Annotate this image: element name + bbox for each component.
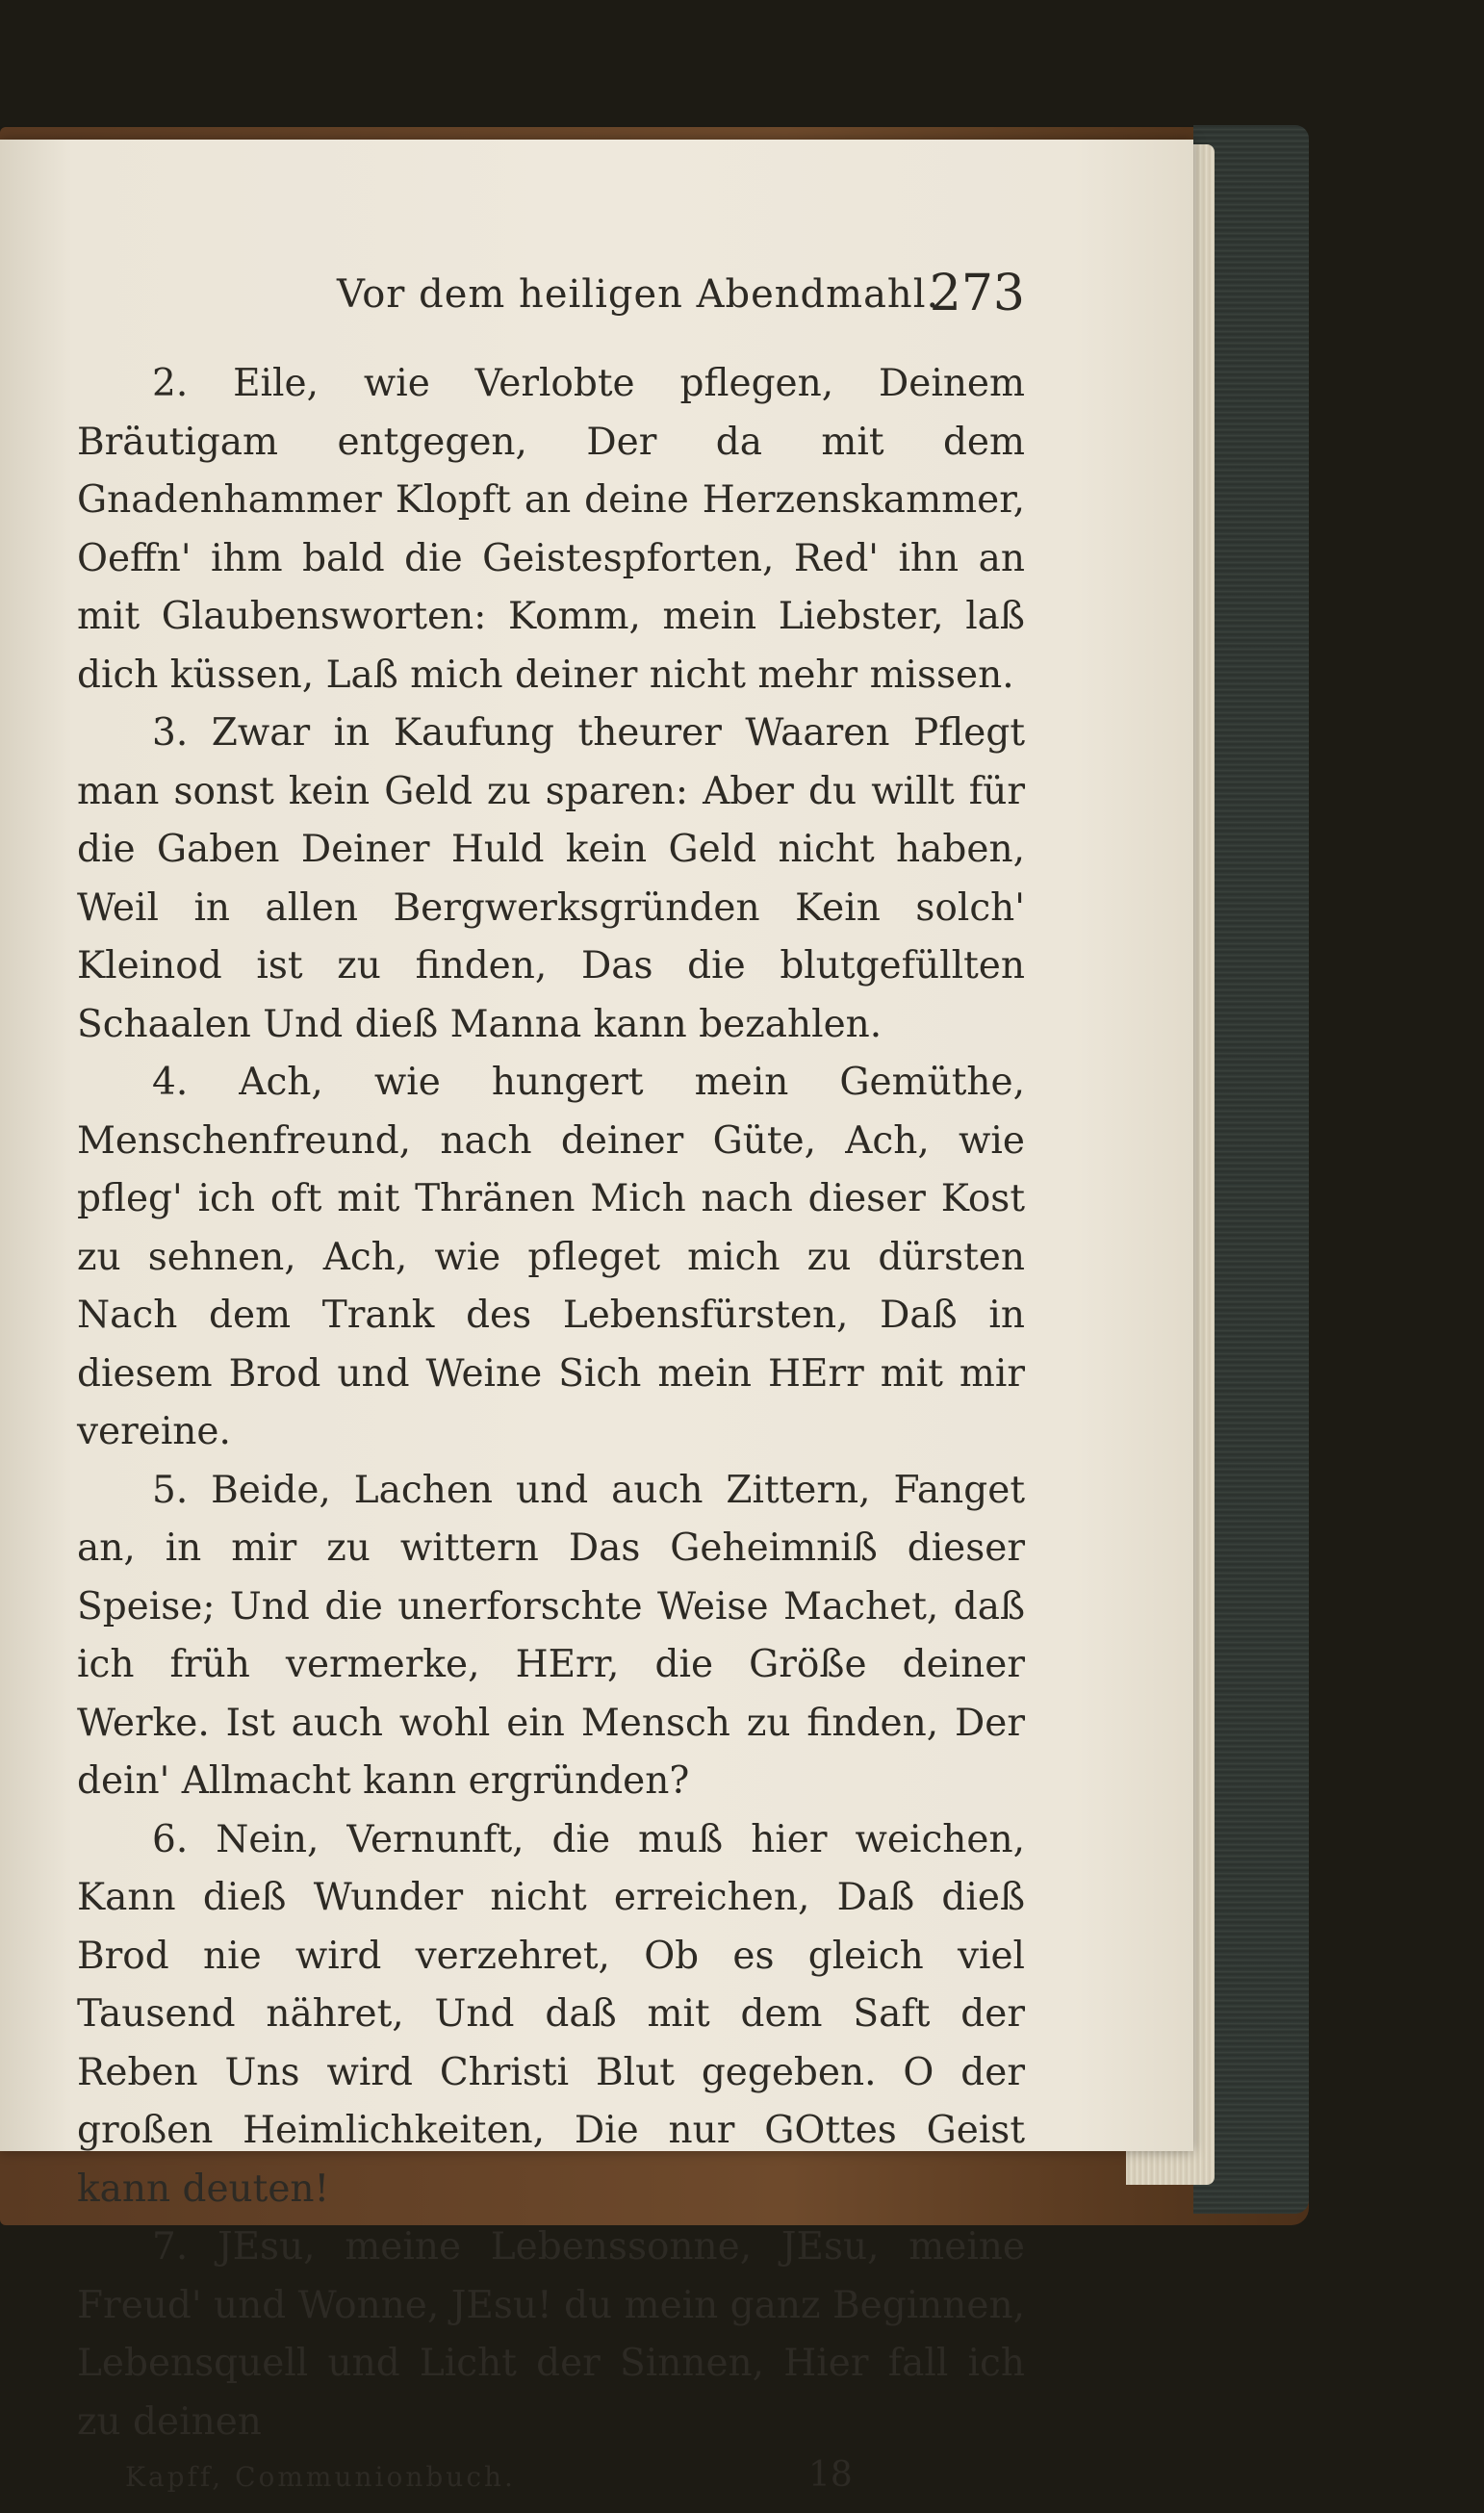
footer-signature: Kapff, Communionbuch. <box>125 2461 516 2493</box>
verse-4: 4. Ach, wie hungert mein Gemüthe, Menschenfreund, nach deiner Güte, Ach, wie pfleg' ich oft mit Thränen Mich nach dieser Kost zu sehnen, Ach, wie pfleget mich zu dürsten Nach dem Trank des Lebensfürsten, Daß in diesem Brod und Weine Sich mein HErr mit mir vereine. <box>77 1061 1025 1453</box>
footer-sheet-number: 18 <box>808 2455 853 2495</box>
book-page <box>0 140 1193 2495</box>
verse-5: 5. Beide, Lachen und auch Zittern, Fanget an, in mir zu wittern Das Geheimniß dieser Speise; Und die unerforschte Weise Machet, daß ich früh vermerke, HErr, die Größe deiner Werke. Ist auch wohl ein Mensch zu finden, Der dein' Allmacht kann ergründen? <box>77 1468 1025 1803</box>
verse-6: 6. Nein, Vernunft, die muß hier weichen, Kann dieß Wunder nicht erreichen, Daß dieß Brod nie wird verzehret, Ob es gleich viel Tausend nähret, Und daß mit dem Saft der Reben Uns wird Christi Blut gegeben. O der großen Heimlichkeiten, Die nur GOttes Geist kann deuten! <box>77 1817 1025 2211</box>
page-footer <box>77 2455 1025 2513</box>
page-content <box>77 265 1025 2513</box>
verse-3: 3. Zwar in Kaufung theurer Waaren Pflegt man sonst kein Geld zu sparen: Aber du willt für die Gaben Deiner Huld kein Geld nicht haben, Weil in allen Bergwerksgründen Kein solch' Kleinod ist zu finden, Das die blutgefüllten Schaalen Und dieß Manna kann bezahlen. <box>77 711 1025 1046</box>
verse-2: 2. Eile, wie Verlobte pflegen, Deinem Bräutigam entgegen, Der da mit dem Gnadenhammer Klopft an deine Herzenskammer, Oeffn' ihm bald die Geistespforten, Red' ihn an mit Glaubensworten: Komm, mein Liebster, laß dich küssen, Laß mich deiner nicht mehr missen. <box>77 362 1025 697</box>
header-title: Vor dem heiligen Abendmahl. <box>337 272 940 317</box>
page-number: 273 <box>929 265 1025 322</box>
hymn-text <box>77 355 1025 2451</box>
verse-7: 7. JEsu, meine Lebenssonne, JEsu, meine Freud' und Wonne, JEsu! du mein ganz Beginnen, Lebensquell und Licht der Sinnen, Hier fall ich zu deinen <box>77 2225 1025 2444</box>
running-header <box>77 265 1025 342</box>
